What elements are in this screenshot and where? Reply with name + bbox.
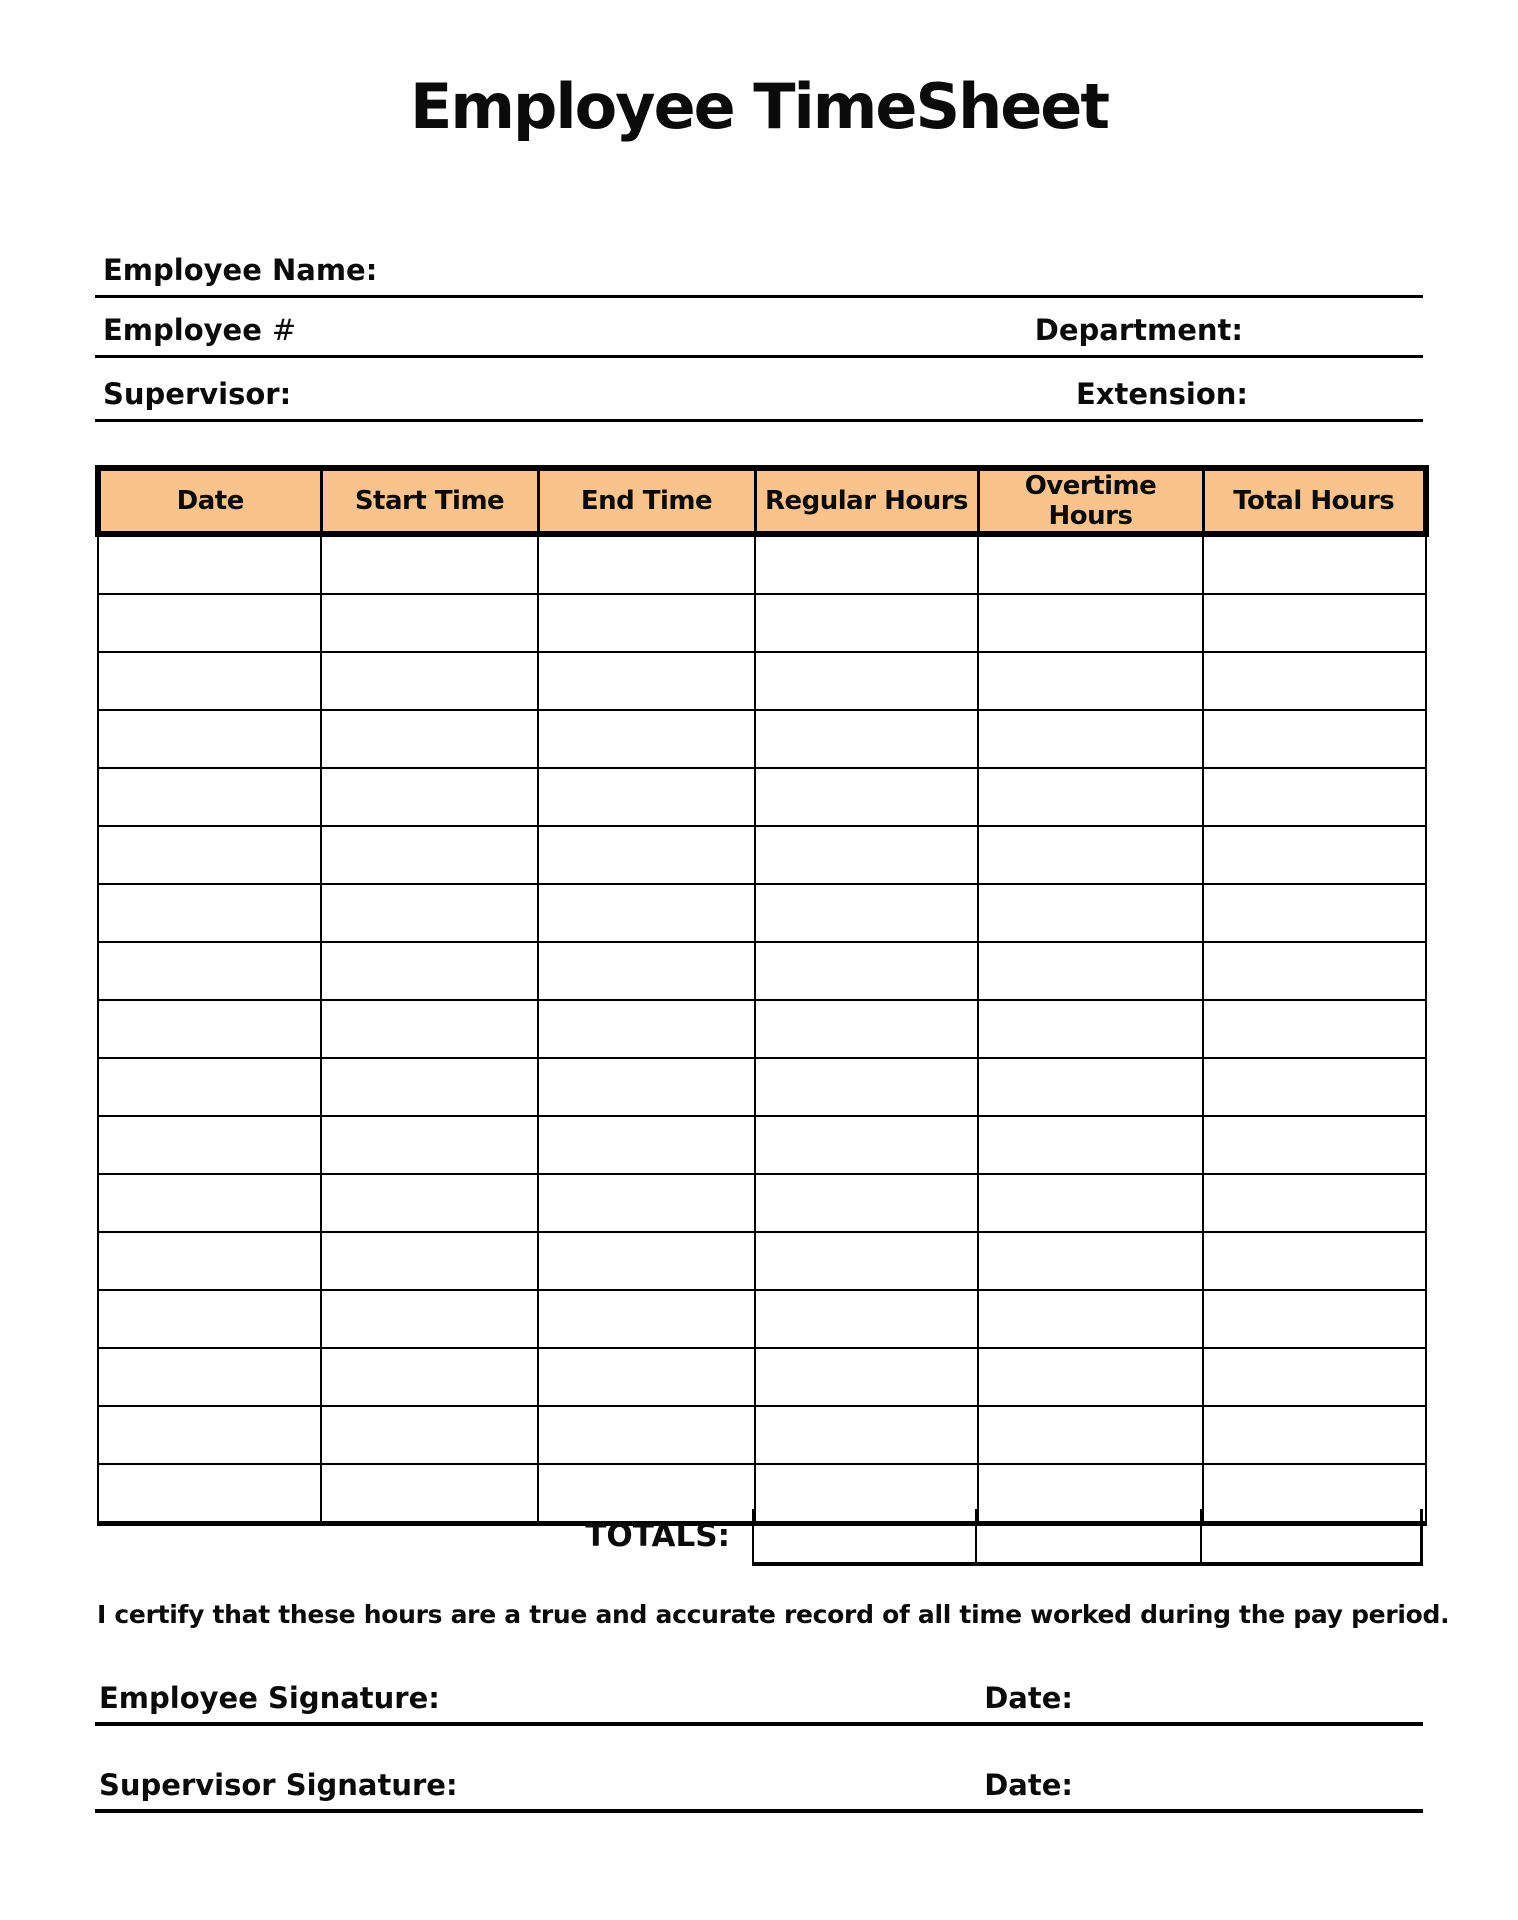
table-row bbox=[98, 534, 1426, 594]
empty-cell-regular-hours[interactable] bbox=[755, 1116, 978, 1174]
extension-blank[interactable] bbox=[1248, 367, 1423, 419]
totals-label: TOTALS: bbox=[585, 1518, 730, 1554]
column-header-start-time: Start Time bbox=[321, 468, 538, 534]
table-row bbox=[98, 652, 1426, 710]
empty-cell-regular-hours[interactable] bbox=[755, 1406, 978, 1464]
empty-cell-date[interactable] bbox=[98, 1406, 321, 1464]
column-header-date: Date bbox=[98, 468, 321, 534]
table-row bbox=[98, 1058, 1426, 1116]
empty-cell-total-hours[interactable] bbox=[1203, 826, 1426, 884]
empty-cell-overtime-hours[interactable] bbox=[978, 594, 1203, 652]
supervisor-blank[interactable] bbox=[291, 367, 1068, 419]
empty-cell-date[interactable] bbox=[98, 1290, 321, 1348]
empty-cell-regular-hours[interactable] bbox=[755, 1290, 978, 1348]
timesheet-body bbox=[98, 534, 1426, 1524]
employee-signature-label: Employee Signature: bbox=[99, 1681, 440, 1715]
empty-cell-regular-hours[interactable] bbox=[755, 768, 978, 826]
empty-cell-end-time[interactable] bbox=[538, 652, 755, 710]
empty-cell-end-time[interactable] bbox=[538, 710, 755, 768]
totals-regular-hours-cell[interactable] bbox=[752, 1509, 975, 1566]
employee-number-symbol: # bbox=[271, 313, 297, 347]
empty-cell-end-time[interactable] bbox=[538, 826, 755, 884]
empty-cell-date[interactable] bbox=[98, 594, 321, 652]
empty-cell-start-time[interactable] bbox=[321, 826, 538, 884]
empty-cell-end-time[interactable] bbox=[538, 942, 755, 1000]
empty-cell-overtime-hours[interactable] bbox=[978, 1232, 1203, 1290]
empty-cell-regular-hours[interactable] bbox=[755, 652, 978, 710]
empty-cell-regular-hours[interactable] bbox=[755, 534, 978, 594]
table-row bbox=[98, 1174, 1426, 1232]
empty-cell-start-time[interactable] bbox=[321, 1232, 538, 1290]
empty-cell-overtime-hours[interactable] bbox=[978, 1000, 1203, 1058]
empty-cell-end-time[interactable] bbox=[538, 1348, 755, 1406]
empty-cell-start-time[interactable] bbox=[321, 594, 538, 652]
empty-cell-end-time[interactable] bbox=[538, 1232, 755, 1290]
empty-cell-date[interactable] bbox=[98, 1000, 321, 1058]
empty-cell-total-hours[interactable] bbox=[1203, 1348, 1426, 1406]
table-row bbox=[98, 594, 1426, 652]
empty-cell-total-hours[interactable] bbox=[1203, 1116, 1426, 1174]
timesheet-header bbox=[98, 468, 1426, 534]
certification-statement: I certify that these hours are a true and accurate record of all time worked during the pay period. bbox=[97, 1600, 1450, 1629]
empty-cell-total-hours[interactable] bbox=[1203, 942, 1426, 1000]
field-row-supervisor bbox=[95, 367, 1423, 422]
totals-overtime-hours-cell[interactable] bbox=[975, 1509, 1200, 1566]
empty-cell-overtime-hours[interactable] bbox=[978, 884, 1203, 942]
empty-cell-end-time[interactable] bbox=[538, 884, 755, 942]
empty-cell-date[interactable] bbox=[98, 768, 321, 826]
empty-cell-regular-hours[interactable] bbox=[755, 1058, 978, 1116]
empty-cell-regular-hours[interactable] bbox=[755, 1174, 978, 1232]
empty-cell-date[interactable] bbox=[98, 652, 321, 710]
field-row-employee-number bbox=[95, 304, 1423, 358]
empty-cell-start-time[interactable] bbox=[321, 1116, 538, 1174]
table-row bbox=[98, 1116, 1426, 1174]
table-row bbox=[98, 1000, 1426, 1058]
supervisor-signature-label: Supervisor Signature: bbox=[99, 1768, 458, 1802]
supervisor-date-label: Date: bbox=[984, 1768, 1073, 1802]
extension-label: Extension: bbox=[1075, 377, 1248, 411]
empty-cell-regular-hours[interactable] bbox=[755, 826, 978, 884]
employee-number-blank[interactable] bbox=[296, 304, 1027, 355]
empty-cell-end-time[interactable] bbox=[538, 594, 755, 652]
empty-cell-total-hours[interactable] bbox=[1203, 1406, 1426, 1464]
empty-cell-overtime-hours[interactable] bbox=[978, 1406, 1203, 1464]
empty-cell-date[interactable] bbox=[98, 942, 321, 1000]
supervisor-date-blank[interactable] bbox=[1073, 1749, 1423, 1809]
timesheet-header-row bbox=[98, 468, 1426, 534]
timesheet-table bbox=[95, 465, 1429, 1526]
empty-cell-date[interactable] bbox=[98, 1116, 321, 1174]
empty-cell-start-time[interactable] bbox=[321, 652, 538, 710]
empty-cell-end-time[interactable] bbox=[538, 1406, 755, 1464]
totals-row bbox=[95, 1509, 1423, 1566]
empty-cell-regular-hours[interactable] bbox=[755, 942, 978, 1000]
empty-cell-date[interactable] bbox=[98, 826, 321, 884]
empty-cell-end-time[interactable] bbox=[538, 1000, 755, 1058]
employee-signature-blank[interactable] bbox=[440, 1662, 980, 1722]
empty-cell-total-hours[interactable] bbox=[1203, 1174, 1426, 1232]
empty-cell-regular-hours[interactable] bbox=[755, 884, 978, 942]
empty-cell-date[interactable] bbox=[98, 1174, 321, 1232]
empty-cell-overtime-hours[interactable] bbox=[978, 1116, 1203, 1174]
supervisor-signature-row bbox=[95, 1749, 1423, 1813]
empty-cell-overtime-hours[interactable] bbox=[978, 1290, 1203, 1348]
empty-cell-start-time[interactable] bbox=[321, 710, 538, 768]
empty-cell-total-hours[interactable] bbox=[1203, 768, 1426, 826]
empty-cell-total-hours[interactable] bbox=[1203, 594, 1426, 652]
empty-cell-start-time[interactable] bbox=[321, 768, 538, 826]
empty-cell-overtime-hours[interactable] bbox=[978, 768, 1203, 826]
empty-cell-date[interactable] bbox=[98, 1058, 321, 1116]
empty-cell-total-hours[interactable] bbox=[1203, 1232, 1426, 1290]
employee-date-blank[interactable] bbox=[1073, 1662, 1423, 1722]
supervisor-signature-blank[interactable] bbox=[458, 1749, 981, 1809]
empty-cell-overtime-hours[interactable] bbox=[978, 710, 1203, 768]
table-row bbox=[98, 1232, 1426, 1290]
empty-cell-start-time[interactable] bbox=[321, 1000, 538, 1058]
empty-cell-date[interactable] bbox=[98, 710, 321, 768]
empty-cell-regular-hours[interactable] bbox=[755, 710, 978, 768]
empty-cell-date[interactable] bbox=[98, 1348, 321, 1406]
empty-cell-overtime-hours[interactable] bbox=[978, 534, 1203, 594]
empty-cell-total-hours[interactable] bbox=[1203, 1290, 1426, 1348]
supervisor-label: Supervisor: bbox=[103, 377, 292, 411]
empty-cell-total-hours[interactable] bbox=[1203, 534, 1426, 594]
empty-cell-start-time[interactable] bbox=[321, 1290, 538, 1348]
empty-cell-start-time[interactable] bbox=[321, 1174, 538, 1232]
empty-cell-total-hours[interactable] bbox=[1203, 1058, 1426, 1116]
empty-cell-date[interactable] bbox=[98, 884, 321, 942]
employee-signature-row bbox=[95, 1662, 1423, 1726]
empty-cell-end-time[interactable] bbox=[538, 1058, 755, 1116]
empty-cell-end-time[interactable] bbox=[538, 534, 755, 594]
empty-cell-overtime-hours[interactable] bbox=[978, 1174, 1203, 1232]
employee-name-label: Employee Name: bbox=[103, 253, 378, 287]
empty-cell-overtime-hours[interactable] bbox=[978, 1058, 1203, 1116]
empty-cell-end-time[interactable] bbox=[538, 768, 755, 826]
empty-cell-regular-hours[interactable] bbox=[755, 1348, 978, 1406]
column-header-total-hours: Total Hours bbox=[1203, 468, 1426, 534]
column-header-end-time: End Time bbox=[538, 468, 755, 534]
empty-cell-total-hours[interactable] bbox=[1203, 652, 1426, 710]
empty-cell-start-time[interactable] bbox=[321, 1406, 538, 1464]
totals-total-hours-cell[interactable] bbox=[1200, 1509, 1423, 1566]
department-blank[interactable] bbox=[1243, 304, 1423, 355]
table-row bbox=[98, 1348, 1426, 1406]
empty-cell-regular-hours[interactable] bbox=[755, 1000, 978, 1058]
employee-number-label: Employee bbox=[103, 313, 262, 347]
empty-cell-total-hours[interactable] bbox=[1203, 710, 1426, 768]
empty-cell-regular-hours[interactable] bbox=[755, 594, 978, 652]
department-label: Department: bbox=[1034, 313, 1243, 347]
empty-cell-start-time[interactable] bbox=[321, 534, 538, 594]
empty-cell-overtime-hours[interactable] bbox=[978, 1348, 1203, 1406]
table-row bbox=[98, 710, 1426, 768]
employee-name-blank[interactable] bbox=[377, 240, 1423, 295]
table-row bbox=[98, 768, 1426, 826]
table-row bbox=[98, 1406, 1426, 1464]
table-row bbox=[98, 826, 1426, 884]
page-title: Employee TimeSheet bbox=[409, 70, 1108, 143]
empty-cell-overtime-hours[interactable] bbox=[978, 652, 1203, 710]
employee-date-label: Date: bbox=[984, 1681, 1073, 1715]
table-row bbox=[98, 884, 1426, 942]
empty-cell-total-hours[interactable] bbox=[1203, 884, 1426, 942]
empty-cell-end-time[interactable] bbox=[538, 1116, 755, 1174]
empty-cell-start-time[interactable] bbox=[321, 884, 538, 942]
empty-cell-end-time[interactable] bbox=[538, 1174, 755, 1232]
table-row bbox=[98, 1290, 1426, 1348]
empty-cell-date[interactable] bbox=[98, 534, 321, 594]
field-row-employee-name bbox=[95, 240, 1423, 298]
empty-cell-start-time[interactable] bbox=[321, 942, 538, 1000]
empty-cell-start-time[interactable] bbox=[321, 1348, 538, 1406]
empty-cell-start-time[interactable] bbox=[321, 1058, 538, 1116]
column-header-overtime-hours: Overtime Hours bbox=[978, 468, 1203, 534]
empty-cell-date[interactable] bbox=[98, 1232, 321, 1290]
empty-cell-total-hours[interactable] bbox=[1203, 1000, 1426, 1058]
empty-cell-overtime-hours[interactable] bbox=[978, 942, 1203, 1000]
empty-cell-regular-hours[interactable] bbox=[755, 1232, 978, 1290]
empty-cell-end-time[interactable] bbox=[538, 1290, 755, 1348]
table-row bbox=[98, 942, 1426, 1000]
column-header-regular-hours: Regular Hours bbox=[755, 468, 978, 534]
empty-cell-overtime-hours[interactable] bbox=[978, 826, 1203, 884]
